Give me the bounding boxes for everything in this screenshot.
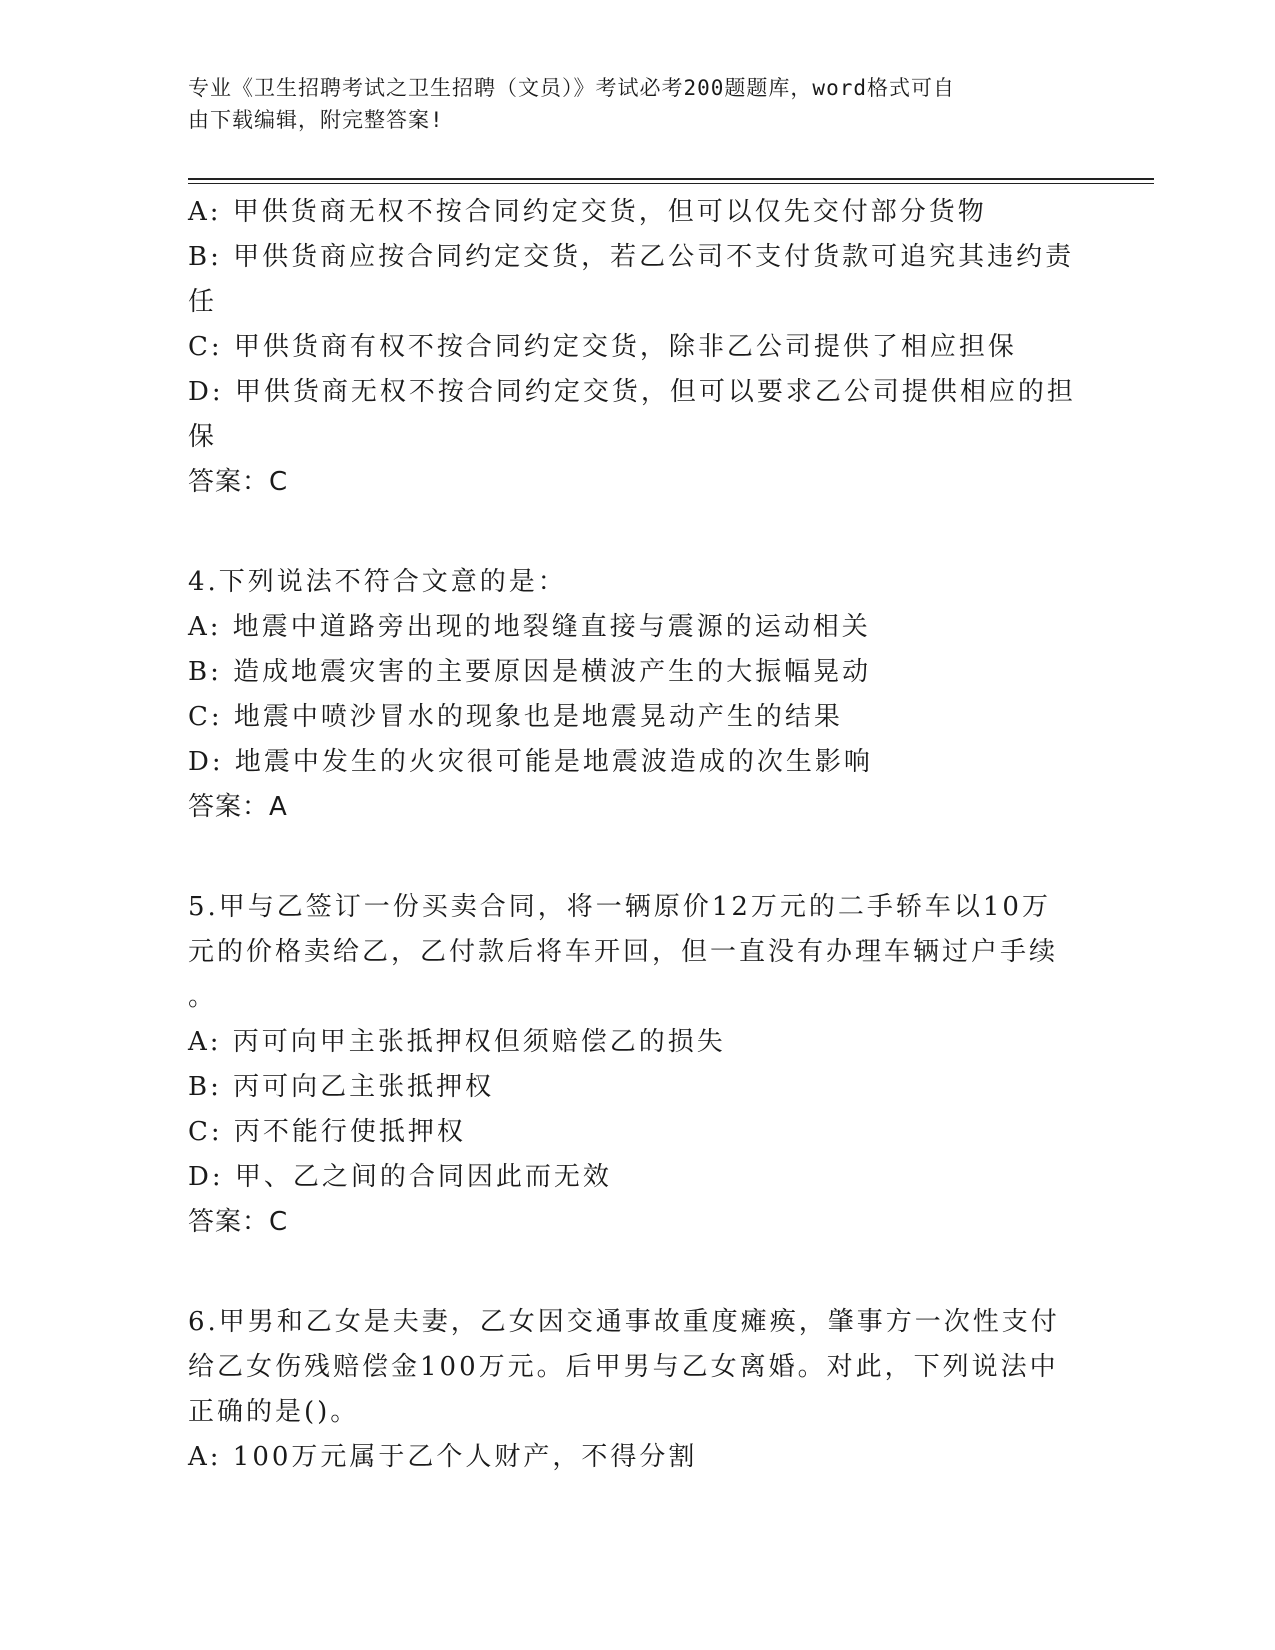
spacer <box>188 505 1088 560</box>
q4-answer: 答案：A <box>188 792 288 822</box>
q6-stem-end: 正确的是()。 <box>188 1397 360 1427</box>
q4-stem: 4.下列说法不符合文意的是： <box>188 567 567 597</box>
q6-stem: 6.甲男和乙女是夫妻，乙女因交通事故重度瘫痪，肇事方一次性支付 <box>188 1307 1060 1337</box>
q3-option-b: B: 甲供货商应按合同约定交货，若乙公司不支付货款可追究其违约责 <box>188 242 1075 272</box>
q5-option-a: A: 丙可向甲主张抵押权但须赔偿乙的损失 <box>188 1027 726 1057</box>
q3-option-a: A: 甲供货商无权不按合同约定交货，但可以仅先交付部分货物 <box>188 197 987 227</box>
q5-option-b: B: 丙可向乙主张抵押权 <box>188 1072 495 1102</box>
header-rule-thin <box>188 183 1154 184</box>
q5-stem-cont: 元的价格卖给乙，乙付款后将车开回，但一直没有办理车辆过户手续 <box>188 937 1059 967</box>
q3-option-d-cont: 保 <box>188 422 218 452</box>
q3-option-b-cont: 任 <box>188 287 218 317</box>
q4-option-c: C: 地震中喷沙冒水的现象也是地震晃动产生的结果 <box>188 702 843 732</box>
spacer <box>188 1245 1088 1300</box>
q6-option-a: A: 100万元属于乙个人财产，不得分割 <box>188 1442 698 1472</box>
q5-answer: 答案：C <box>188 1207 289 1237</box>
q3-option-c: C: 甲供货商有权不按合同约定交货，除非乙公司提供了相应担保 <box>188 332 1017 362</box>
header-line-1: 专业《卫生招聘考试之卫生招聘（文员）》考试必考200题题库，word格式可自 <box>188 76 955 100</box>
question-content <box>188 190 1088 1480</box>
q5-stem: 5.甲与乙签订一份买卖合同，将一辆原价12万元的二手轿车以10万 <box>188 892 1051 922</box>
q3-option-d: D: 甲供货商无权不按合同约定交货，但可以要求乙公司提供相应的担 <box>188 377 1076 407</box>
q5-option-d: D: 甲、乙之间的合同因此而无效 <box>188 1162 612 1192</box>
page-header <box>188 72 1068 136</box>
q4-option-a: A: 地震中道路旁出现的地裂缝直接与震源的运动相关 <box>188 612 871 642</box>
header-rule-thick <box>188 178 1154 180</box>
q5-option-c: C: 丙不能行使抵押权 <box>188 1117 466 1147</box>
q3-answer: 答案：C <box>188 467 289 497</box>
q5-stem-end: 。 <box>188 982 218 1012</box>
q4-option-d: D: 地震中发生的火灾很可能是地震波造成的次生影响 <box>188 747 873 777</box>
q4-option-b: B: 造成地震灾害的主要原因是横波产生的大振幅晃动 <box>188 657 872 687</box>
header-line-2: 由下载编辑，附完整答案! <box>188 108 444 132</box>
q6-stem-cont: 给乙女伤残赔偿金100万元。后甲男与乙女离婚。对此，下列说法中 <box>188 1352 1059 1382</box>
spacer <box>188 830 1088 885</box>
